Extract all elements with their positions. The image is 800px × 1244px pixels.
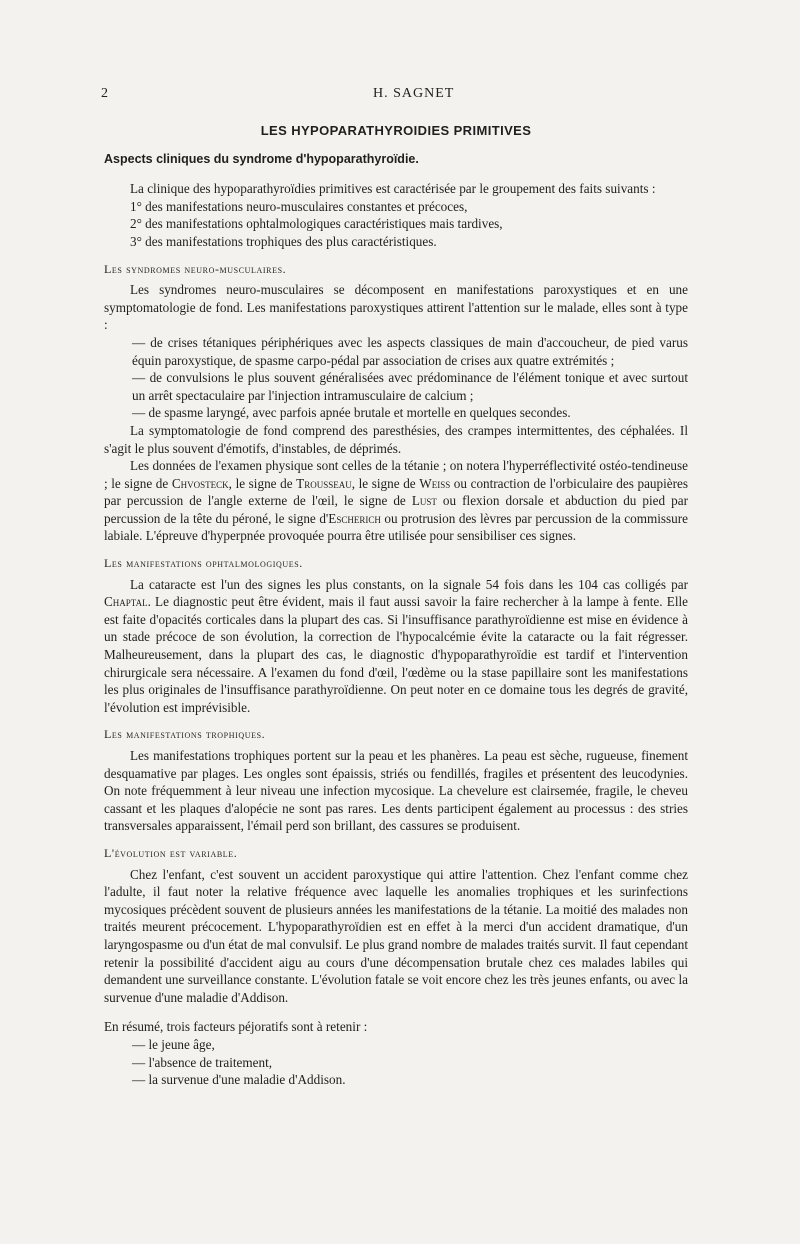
- dash-item: — de crises tétaniques périphériques avec les aspects classiques de main d'accoucheur, de pied varus équin paroxystique, de spasme carpo-pédal par association de crises aux quatre extrémités ;: [132, 334, 688, 368]
- section-heading-neuromuscular: Les syndromes neuro-musculaires.: [104, 261, 287, 276]
- summary-item: — la survenue d'une maladie d'Addison.: [132, 1072, 346, 1088]
- dash-item: — de spasme laryngé, avec parfois apnée brutale et mortelle en quelques secondes.: [132, 405, 571, 421]
- eponym-escherich: Escherich: [328, 510, 381, 526]
- summary-item: — l'absence de traitement,: [132, 1054, 273, 1070]
- text-run: , le signe de: [228, 475, 297, 491]
- chapter-title: LES HYPOPARATHYROIDIES PRIMITIVES: [260, 123, 532, 138]
- paragraph: Chez l'enfant, c'est souvent un accident paroxystique qui attire l'attention. Chez l'enfant comme chez l'adulte, il faut noter la relative fréquence avec laquelle les anomalies trophiques et les surinfections mycosiques précèdent souvent de plusieurs années les manifestations de la tétanie. La moitié des malades non traités meurent précocement. L'hypoparathyroïdien est en effet à la merci d'un accident dramatique, d'un laryngospasme ou d'un état de mal convulsif. Le plus grand nombre de malades traités survit. Il faut cependant retenir la possibilité d'accident aigu au cours d'une décompensation brutale chez ces malades labiles qui demandent une surveillance constante. L'évolution fatale se voit encore chez les très jeunes enfants, ou avec la survenue d'une maladie d'Addison.: [104, 866, 688, 1005]
- eponym-chaptal: Chaptal: [104, 594, 148, 610]
- paragraph: La symptomatologie de fond comprend des paresthésies, des crampes intermittentes, des céphalées. Il s'agit le plus souvent d'émotifs, d'instables, de déprimés.: [104, 422, 688, 456]
- paragraph-signs: [104, 457, 688, 545]
- eponym-weiss: Weiss: [419, 475, 451, 491]
- text-run: , le signe de: [351, 475, 420, 491]
- paragraph: [104, 576, 688, 717]
- text-run: ou contraction de l'orbiculaire des paupières par percussion de l'angle externe de l'œil, le signe de: [104, 475, 689, 509]
- page-number: 2: [101, 86, 109, 101]
- dash-item: — de convulsions le plus souvent généralisées avec prédominance de l'élément tonique et avec surtout un arrêt spectaculaire par l'injection intramusculaire de calcium ;: [132, 370, 688, 403]
- intro-list-item: 2° des manifestations ophtalmologiques caractéristiques mais tardives,: [130, 216, 503, 232]
- eponym-lust: Lust: [411, 493, 437, 509]
- running-header: [101, 86, 701, 108]
- text-run: La cataracte est l'un des signes les plus constants, on la signale 54 fois dans les 104 cas colligés par: [130, 576, 688, 592]
- section-heading-ophthalmologic: Les manifestations ophtalmologiques.: [104, 556, 303, 571]
- eponym-chvosteck: Chvosteck: [171, 475, 229, 491]
- running-author: H. SAGNET: [373, 86, 455, 101]
- chapter-subtitle: Aspects cliniques du syndrome d'hypoparathyroïdie.: [104, 151, 419, 166]
- text-run: ou protrusion des lèvres par percussion de la commissure labiale. L'épreuve d'hyperpnée provoquée pourra être utilisée pour sensibiliser ces signes.: [104, 510, 688, 544]
- section-heading-trophic: Les manifestations trophiques.: [104, 727, 266, 742]
- summary-lead: En résumé, trois facteurs péjoratifs sont à retenir :: [104, 1019, 368, 1035]
- intro-list-item: 3° des manifestations trophiques des plus caractéristiques.: [130, 233, 437, 249]
- section-heading-evolution: L'évolution est variable.: [104, 845, 238, 860]
- intro-paragraph: La clinique des hypoparathyroïdies primitives est caractérisée par le groupement des faits suivants :: [130, 181, 656, 197]
- text-run: Les données de l'examen physique sont celles de la tétanie ; on notera l'hyperréflectivité ostéo-tendineuse ; le signe de: [104, 458, 688, 491]
- intro-list-item: 1° des manifestations neuro-musculaires constantes et précoces,: [130, 198, 468, 214]
- paragraph: Les syndromes neuro-musculaires se décomposent en manifestations paroxystiques et en une symptomatologie de fond. Les manifestations paroxystiques attirent l'attention sur le malade, elles sont à type :: [104, 282, 688, 333]
- paragraph: Les manifestations trophiques portent sur la peau et les phanères. La peau est sèche, rugueuse, finement desquamative par plages. Les ongles sont épaissis, striés ou fendillés, fragiles et présentent des leucodynies. On note fréquemment à leur niveau une infection mycosique. La chevelure est clairsemée, fragile, le cheveu cassant et les plaques d'alopécie ne sont pas rares. Les dents participent également au processus : des stries transversales apparaissent, l'émail perd son brillant, des cassures se produisent.: [104, 748, 688, 834]
- body-text: [104, 122, 688, 1089]
- summary-item: — le jeune âge,: [132, 1036, 215, 1052]
- eponym-trousseau: Trousseau: [296, 475, 352, 491]
- text-run: . Le diagnostic peut être évident, mais il faut aussi savoir la faire rechercher à la lampe à fente. Elle est faite d'opacités corticales dans la plupart des cas. Si l'insuffisance parathyroïdienne est mise en évidence à un stade précoce de son évolution, la correction de l'hypocalcémie évite la cataracte ou la fait régresser. Malheureusement, dans la plupart des cas, le diagnostic d'hypoparathyroïdie est tardif et l'intervention chirurgicale sera nécessaire. A l'examen du fond d'œil, l'œdème ou la stase papillaire sont les manifestations les plus originales de l'insuffisance parathyroïdienne. On peut noter en ce domaine tous les degrés de gravité, l'évolution est imprévisible.: [104, 594, 688, 715]
- text-run: ou flexion dorsale et abduction du pied par percussion de la tête du péroné, le signe d': [104, 493, 689, 526]
